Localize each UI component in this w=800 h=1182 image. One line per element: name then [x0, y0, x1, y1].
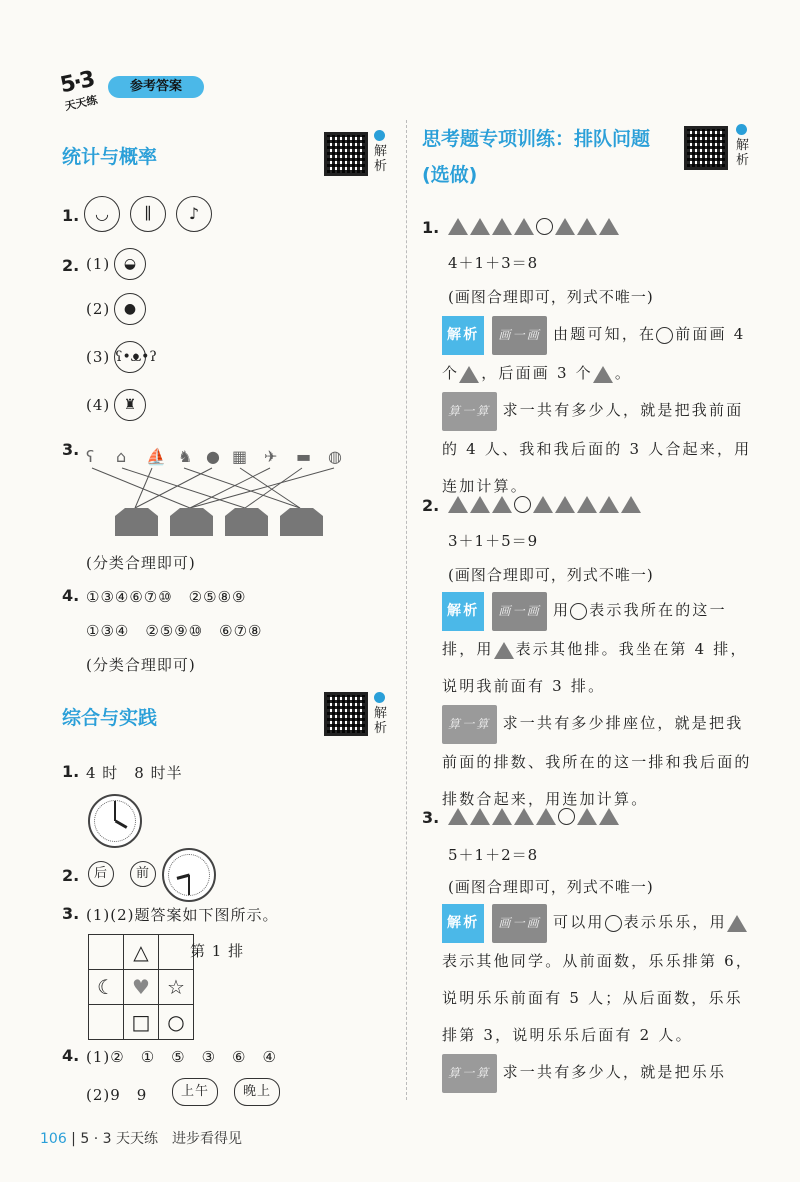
- answers-badge: 参考答案: [108, 76, 204, 98]
- qr-code-icon[interactable]: [324, 692, 368, 736]
- q1-number: 1.: [62, 206, 80, 225]
- q2-item-2: (2): [86, 300, 111, 318]
- triangle-icon: △: [124, 935, 159, 970]
- teddy-bear-icon: ʕ•ᴥ•ʔ: [114, 341, 146, 373]
- q4-number: 4.: [62, 586, 80, 605]
- toy-rabbit-icon: ♞: [178, 447, 193, 466]
- p3-row-label: 第 1 排: [190, 942, 245, 960]
- p2-answer-b: 前: [130, 861, 156, 887]
- q4-line-1: ①③④⑥⑦⑩ ②⑤⑧⑨: [86, 588, 247, 606]
- q3-number: 3.: [62, 440, 80, 459]
- r3-equation: 5＋1＋2＝8: [448, 846, 539, 864]
- p2-answer-a: 后: [88, 861, 114, 887]
- qr-explain-label[interactable]: 解析: [374, 692, 388, 736]
- clock-half-past-8-icon: [162, 848, 216, 902]
- qr-code-icon[interactable]: [684, 126, 728, 170]
- q1-answer-images: [84, 196, 212, 232]
- right-title-line1: 思考题专项训练：排队问题: [422, 128, 651, 150]
- p2-number: 2.: [62, 866, 80, 885]
- r1-note: (画图合理即可，列式不唯一): [448, 288, 654, 306]
- r2-equation: 3＋1＋5＝9: [448, 532, 539, 550]
- p3-number: 3.: [62, 904, 80, 923]
- p4-line-1: (1)② ① ⑤ ③ ⑥ ④: [86, 1048, 277, 1066]
- qr-explain-label[interactable]: 解析: [736, 124, 750, 168]
- page-footer: 106 | 5 · 3 天天练 进步看得见: [40, 1131, 242, 1147]
- r1-shapes: [448, 216, 621, 238]
- toy-house-icon: ⌂: [116, 447, 127, 466]
- q3-note: (分类合理即可): [86, 554, 196, 572]
- q2-number: 2.: [62, 256, 80, 275]
- p1-number: 1.: [62, 762, 80, 781]
- p1-answer: 4 时 8 时半: [86, 764, 183, 782]
- calc-tag: 算一算: [442, 705, 497, 744]
- bowl-icon: ◡: [84, 196, 120, 232]
- cup-icon: ◒: [114, 248, 146, 280]
- section-title-practice: 综合与实践: [62, 707, 158, 729]
- analysis-tag: 解析: [442, 316, 484, 355]
- r3-note: (画图合理即可，列式不唯一): [448, 878, 654, 896]
- r1-number: 1.: [422, 218, 440, 237]
- analysis-tag: 解析: [442, 904, 484, 943]
- ball-icon: ●: [206, 447, 220, 466]
- section-title-statistics: 统计与概率: [62, 146, 158, 168]
- toy-boat-icon: ⛵: [146, 447, 166, 466]
- beach-ball-icon: ◍: [328, 447, 342, 466]
- p4-answer-pm: 晚上: [234, 1078, 280, 1106]
- r3-shapes: [448, 806, 621, 828]
- brand-logo: 5·3 天天练: [58, 67, 99, 114]
- book-title: 5 · 3 天天练 进步看得见: [80, 1131, 242, 1147]
- r2-explanation: 解析 画一画 用 表示我所在的这一排，用 表示其他排。我坐在第 4 排，说明我前面有 3 排。 算一算 求一共有多少排座位，就是把我前面的排数、我所在的这一排和我后面的排数合起来，用连加计算。: [442, 592, 757, 818]
- q2-item-1: (1): [86, 255, 111, 273]
- r2-number: 2.: [422, 496, 440, 515]
- r1-explanation: 解析 画一画 由题可知，在 前面画 4 个 ，后面画 3 个 。 算一算 求一共有多少人，就是把我前面的 4 人、我和我后面的 3 人合起来，用连加计算。: [442, 316, 757, 505]
- q4-line-2: ①③④ ②⑤⑨⑩ ⑥⑦⑧: [86, 622, 263, 640]
- qr-code-icon[interactable]: [324, 132, 368, 176]
- r3-number: 3.: [422, 808, 440, 827]
- r1-equation: 4＋1＋3＝8: [448, 254, 539, 272]
- box-4-icon: [280, 508, 323, 536]
- play-icon: [374, 130, 385, 141]
- right-title-line2: (选做): [422, 164, 478, 186]
- jacket-icon: ♜: [114, 389, 146, 421]
- square-icon: □: [124, 1005, 159, 1040]
- calc-tag: 算一算: [442, 1054, 497, 1093]
- moon-icon: ☾: [89, 970, 124, 1005]
- box-1-icon: [115, 508, 158, 536]
- q2-item-3: (3): [86, 348, 111, 366]
- r3-explanation: 解析 画一画 可以用 表示乐乐，用表示其他同学。从前面数，乐乐排第 6，说明乐乐前面有 5 人；从后面数，乐乐排第 3，说明乐乐后面有 2 人。 算一算 求一共有多少人，就是把乐乐: [442, 904, 757, 1093]
- play-icon: [374, 692, 385, 703]
- calc-tag: 算一算: [442, 392, 497, 431]
- play-icon: [736, 124, 747, 135]
- r2-shapes: [448, 494, 643, 516]
- box-2-icon: [170, 508, 213, 536]
- plane-icon: ✈: [264, 447, 278, 466]
- q2-item-4: (4): [86, 396, 111, 414]
- box-3-icon: [225, 508, 268, 536]
- p4-answer-am: 上午: [172, 1078, 218, 1106]
- q3-matching-diagram: [80, 438, 360, 538]
- heart-icon: ♥: [124, 970, 159, 1005]
- r2-note: (画图合理即可，列式不唯一): [448, 566, 654, 584]
- q4-note: (分类合理即可): [86, 656, 196, 674]
- qr-explain-label[interactable]: 解析: [374, 130, 388, 174]
- fruit-icon: ●: [114, 293, 146, 325]
- blocks-icon: ▦: [232, 447, 248, 466]
- spoon-icon: ♪: [176, 196, 212, 232]
- draw-tag: 画一画: [492, 592, 547, 631]
- p3-grid: [88, 934, 194, 1040]
- p4-number: 4.: [62, 1046, 80, 1065]
- page-number: 106: [40, 1131, 67, 1147]
- toy-bear-icon: ʕ: [86, 447, 95, 466]
- clock-4-oclock-icon: [88, 794, 142, 848]
- p3-text: (1)(2)题答案如下图所示。: [86, 906, 279, 924]
- chopsticks-icon: ∥: [130, 196, 166, 232]
- column-divider: [406, 120, 407, 1100]
- star-icon: ☆: [159, 970, 194, 1005]
- car-icon: ▬: [296, 447, 312, 466]
- draw-tag: 画一画: [492, 316, 547, 355]
- analysis-tag: 解析: [442, 592, 484, 631]
- p4-line-2: (2)9 9: [86, 1086, 148, 1104]
- circle-icon: ○: [159, 1005, 194, 1040]
- draw-tag: 画一画: [492, 904, 547, 943]
